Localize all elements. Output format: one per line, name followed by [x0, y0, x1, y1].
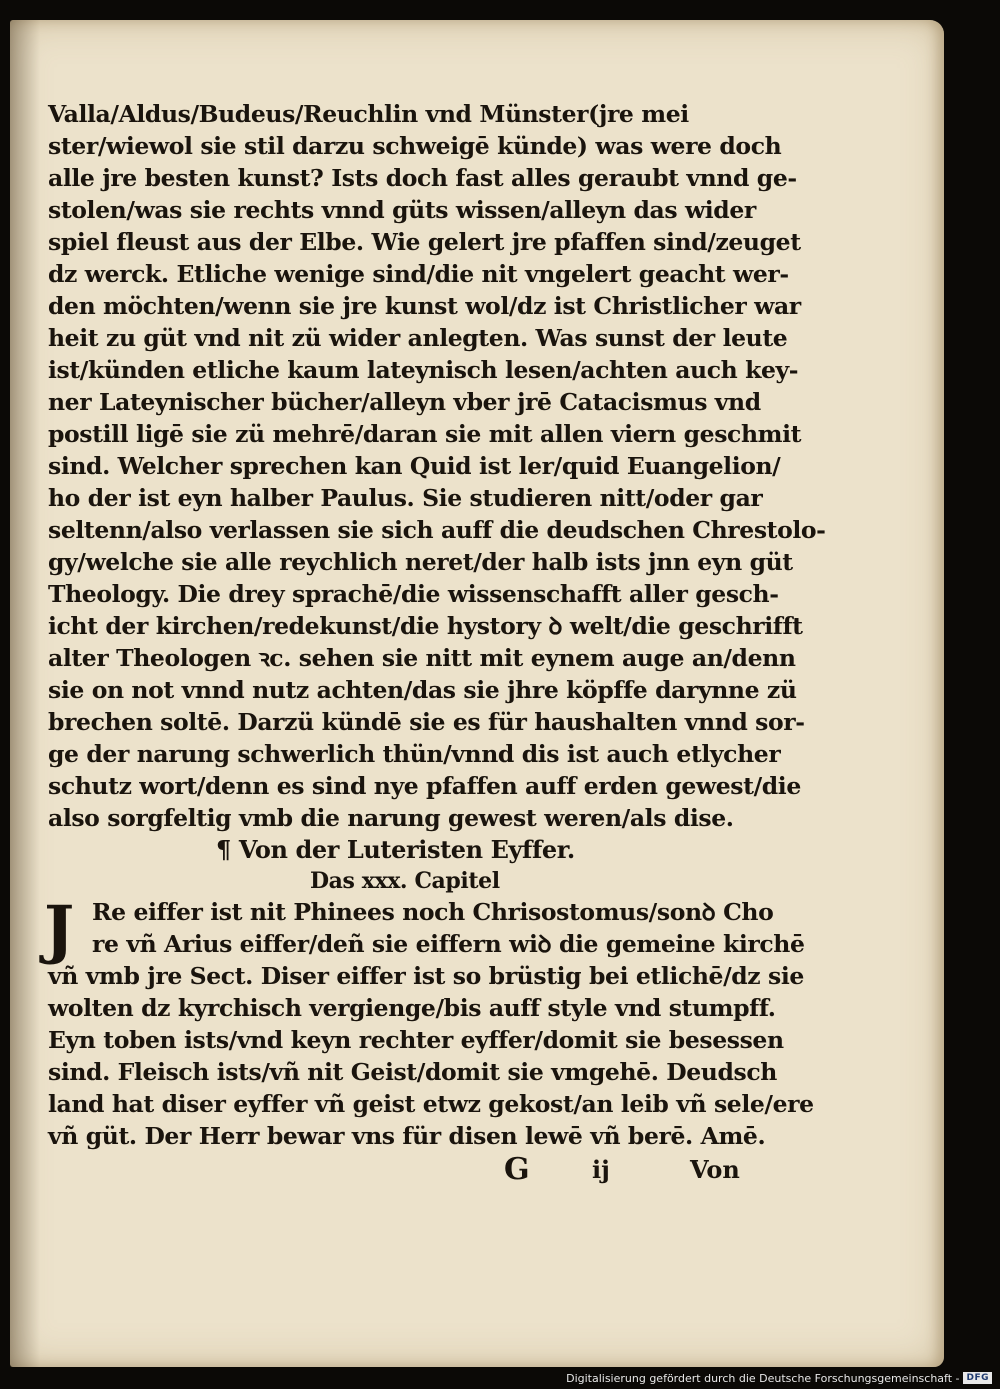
- signature-mark: G: [504, 1152, 530, 1187]
- text-line: gy/welche sie alle reychlich neret/der halb ists jnn eyn güt: [48, 548, 793, 576]
- dfg-logo-icon: DFG: [963, 1372, 992, 1384]
- drop-initial: J: [44, 892, 75, 967]
- text-line: also sorgfeltig vmb die narung gewest weren/als dise.: [48, 804, 734, 832]
- text-line: re vñ Arius eiffer/deñ sie eiffern wiꝺ die gemeine kirchē: [92, 930, 805, 958]
- text-line: ist/künden etliche kaum lateynisch lesen/achten auch key-: [48, 356, 799, 384]
- page-gutter-shadow: [10, 20, 40, 1367]
- text-line: Theology. Die drey sprachē/die wissenschafft aller gesch-: [48, 580, 779, 608]
- chapter-heading: [48, 834, 758, 866]
- folio-number: ij: [592, 1155, 610, 1184]
- text-line: postill ligē sie zü mehrē/daran sie mit allen viern geschmit: [48, 420, 802, 448]
- text-line: Re eiffer ist nit Phinees noch Chrisostomus/sonꝺ Cho: [92, 898, 774, 926]
- text-line: sind. Welcher sprechen kan Quid ist ler/quid Euangelion/: [48, 452, 781, 480]
- text-line: icht der kirchen/redekunst/die hystory ꝺ welt/die geschrifft: [48, 612, 803, 640]
- text-line: sie on not vnnd nutz achten/das sie jhre köpffe darynne zü: [48, 676, 797, 704]
- chapter-heading-text: Von der Luteristen Eyffer.: [238, 835, 575, 864]
- text-line: Valla/Aldus/Budeus/Reuchlin vnd Münster(jre mei: [48, 100, 689, 128]
- catchword: Von: [690, 1155, 740, 1184]
- text-line: den möchten/wenn sie jre kunst wol/dz ist Christlicher war: [48, 292, 801, 320]
- text-line: Eyn toben ists/vnd keyn rechter eyffer/domit sie besessen: [48, 1026, 784, 1054]
- text-line: ho der ist eyn halber Paulus. Sie studieren nitt/oder gar: [48, 484, 763, 512]
- text-line: seltenn/also verlassen sie sich auff die deudschen Chrestolo-: [48, 516, 826, 544]
- text-line: sind. Fleisch ists/vñ nit Geist/domit sie vmgehē. Deudsch: [48, 1058, 777, 1086]
- text-line: heit zu güt vnd nit zü wider anlegten. Was sunst der leute: [48, 324, 788, 352]
- text-line: ge der narung schwerlich thün/vnnd dis ist auch etlycher: [48, 740, 781, 768]
- text-line: vñ güt. Der Herr bewar vns für disen lewē vñ berē. Amē.: [48, 1122, 766, 1150]
- footer-credit: [566, 1369, 992, 1387]
- footer-text: Digitalisierung gefördert durch die Deutsche Forschungsgemeinschaft -: [566, 1371, 960, 1385]
- text-line: alle jre besten kunst? Ists doch fast alles geraubt vnnd ge-: [48, 164, 797, 192]
- text-block: [44, 98, 826, 1188]
- text-line: dz werck. Etliche wenige sind/die nit vngelert geacht wer-: [48, 260, 789, 288]
- book-page: [10, 20, 944, 1367]
- text-line: spiel fleust aus der Elbe. Wie gelert jre pfaffen sind/zeuget: [48, 228, 801, 256]
- text-line: brechen soltē. Darzü kündē sie es für haushalten vnnd sor-: [48, 708, 805, 736]
- text-line: alter Theologen ꝛc. sehen sie nitt mit eynem auge an/denn: [48, 644, 796, 672]
- text-line: schutz wort/denn es sind nye pfaffen auff erden gewest/die: [48, 772, 801, 800]
- text-line: land hat diser eyffer vñ geist etwz gekost/an leib vñ sele/ere: [48, 1090, 814, 1118]
- chapter-number: Das xxx. Capitel: [310, 868, 500, 894]
- text-line: vñ vmb jre Sect. Diser eiffer ist so brüstig bei etlichē/dz sie: [48, 962, 804, 990]
- text-line: stolen/was sie rechts vnnd güts wissen/alleyn das wider: [48, 196, 756, 224]
- signature-line: [48, 1152, 758, 1188]
- text-line: wolten dz kyrchisch vergienge/bis auff style vnd stumpff.: [48, 994, 776, 1022]
- text-line: ster/wiewol sie stil darzu schweigē künde) was were doch: [48, 132, 782, 160]
- text-line: ner Lateynischer bücher/alleyn vber jrē Catacismus vnd: [48, 388, 761, 416]
- pilcrow-icon: ¶: [216, 835, 239, 864]
- chapter-body: [44, 892, 814, 1152]
